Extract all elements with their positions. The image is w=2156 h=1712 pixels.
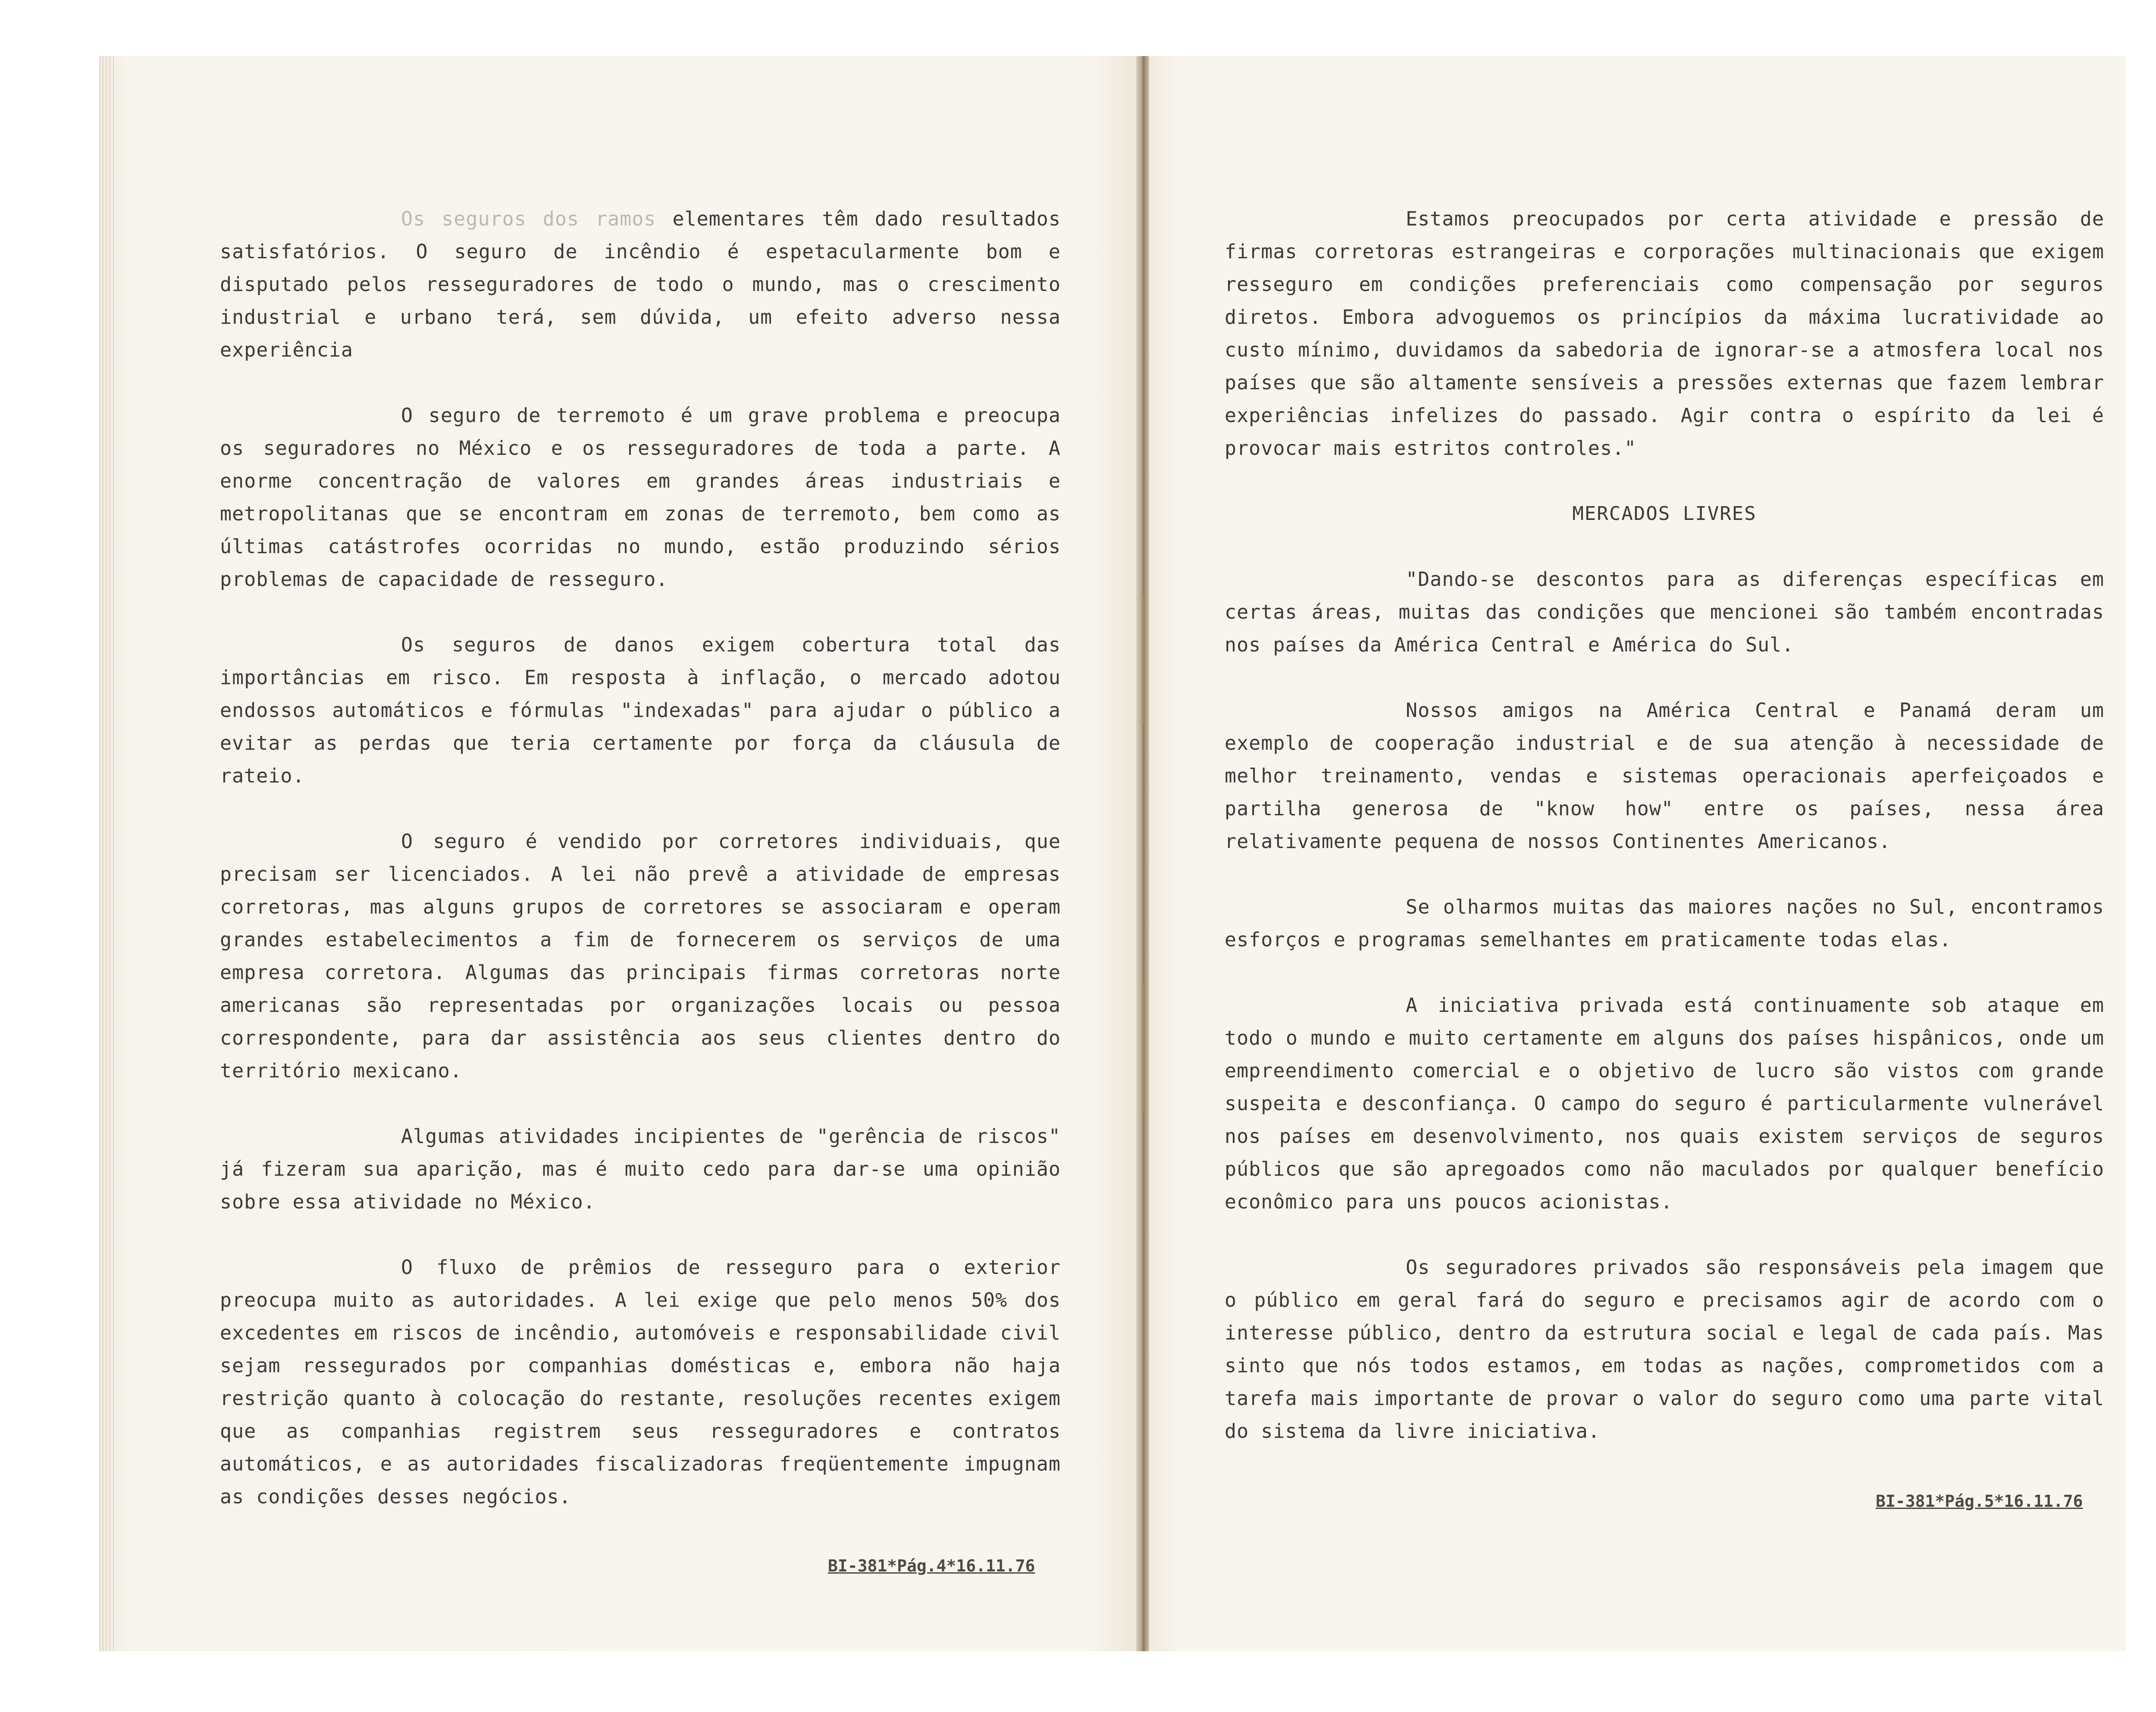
right-page — [1143, 56, 2126, 1651]
paragraph — [220, 203, 1061, 366]
paragraph-text: elementares têm dado resultados satisfatórios. O seguro de incêndio é espetacularmente bom e disputado pelos resseguradores de todo o mundo, mas o crescimento industrial e urbano terá, sem dúvida, um efeito adverso nessa experiência — [220, 207, 1061, 361]
book-spread — [99, 56, 2126, 1651]
paragraph: Estamos preocupados por certa atividade e pressão de firmas corretoras estrangeiras e corporações multinacionais que exigem resseguro em condições preferenciais como compensação por seguros diretos. Embora advoguemos os princípios da máxima lucratividade ao custo mínimo, duvidamos da sabedoria de ignorar-se a atmosfera local nos países que são altamente sensíveis a pressões externas que fazem lembrar experiências infelizes do passado. Agir contra o espírito da lei é provocar mais estritos controles." — [1225, 207, 2104, 460]
paragraph: O fluxo de prêmios de resseguro para o exterior preocupa muito as autoridades. A lei exige que pelo menos 50% dos excedentes em riscos de incêndio, automóveis e responsabilidade civil sejam ressegurados por companhias domésticas e, embora não haja restrição quanto à colocação do restante, resoluções recentes exigem que as companhias registrem seus resseguradores e contratos automáticos, e as autoridades fiscalizadoras freqüentemente impugnam as condições desses negócios. — [220, 1256, 1061, 1508]
page-footer: BI-381*Pág.4*16.11.76 — [828, 1556, 1035, 1575]
paragraph: Os seguros de danos exigem cobertura total das importâncias em risco. Em resposta à inflação, o mercado adotou endossos automáticos e fórmulas "indexadas" para ajudar o público a evitar as perdas que teria certamente por força da cláusula de rateio. — [220, 633, 1061, 787]
section-heading: MERCADOS LIVRES — [1572, 503, 1757, 525]
paragraph: Algumas atividades incipientes de "gerência de riscos" já fizeram sua aparição, mas é muito cedo para dar-se uma opinião sobre essa atividade no México. — [220, 1125, 1061, 1213]
paragraph: Nossos amigos na América Central e Panamá deram um exemplo de cooperação industrial e de sua atenção à necessidade de melhor treinamento, vendas e sistemas operacionais aperfeiçoados e partilha generosa de "know how" entre os países, nessa área relativamente pequena de nossos Continentes Americanos. — [1225, 699, 2104, 853]
paragraph: A iniciativa privada está continuamente sob ataque em todo o mundo e muito certamente em alguns dos países hispânicos, onde um empreendimento comercial e o objetivo de lucro são vistos com grande suspeita e desconfiança. O campo do seguro é particularmente vulnerável nos países em desenvolvimento, nos quais existem serviços de seguros públicos que são apregoados como não maculados por qualquer benefício econômico para uns poucos acionistas. — [1225, 994, 2104, 1213]
paragraph: O seguro de terremoto é um grave problema e preocupa os seguradores no México e os resseguradores de toda a parte. A enorme concentração de valores em grandes áreas industriais e metropolitanas que se encontram em zonas de terremoto, bem como as últimas catástrofes ocorridas no mundo, estão produzindo sérios problemas de capacidade de resseguro. — [220, 404, 1061, 591]
faded-text: Os seguros dos ramos — [401, 207, 656, 230]
book-gutter — [1136, 56, 1149, 1651]
page-footer: BI-381*Pág.5*16.11.76 — [1876, 1492, 2083, 1511]
left-text-column — [220, 203, 1061, 1546]
paragraph: O seguro é vendido por corretores individuais, que precisam ser licenciados. A lei não prevê a atividade de empresas corretoras, mas alguns grupos de corretores se associaram e operam grandes estabelecimentos a fim de fornecerem os serviços de uma empresa corretora. Algumas das principais firmas corretoras norte americanas são representadas por organizações locais ou pessoa correspondente, para dar assistência aos seus clientes dentro do território mexicano. — [220, 830, 1061, 1082]
page-edge — [99, 56, 116, 1651]
paragraph: "Dando-se descontos para as diferenças específicas em certas áreas, muitas das condições que mencionei são também encontradas nos países da América Central e América do Sul. — [1225, 568, 2104, 656]
binding-thread — [1142, 983, 1144, 1112]
binding-thread — [1142, 595, 1144, 724]
left-page — [99, 56, 1143, 1651]
right-text-column — [1225, 203, 2104, 1480]
paragraph: Se olharmos muitas das maiores nações no Sul, encontramos esforços e programas semelhantes em praticamente todas elas. — [1225, 895, 2104, 951]
paragraph: Os seguradores privados são responsáveis pela imagem que o público em geral fará do seguro e precisamos agir de acordo com o interesse público, dentro da estrutura social e legal de cada país. Mas sinto que nós todos estamos, em todas as nações, comprometidos com a tarefa mais importante de provar o valor do seguro como uma parte vital do sistema da livre iniciativa. — [1225, 1256, 2104, 1443]
